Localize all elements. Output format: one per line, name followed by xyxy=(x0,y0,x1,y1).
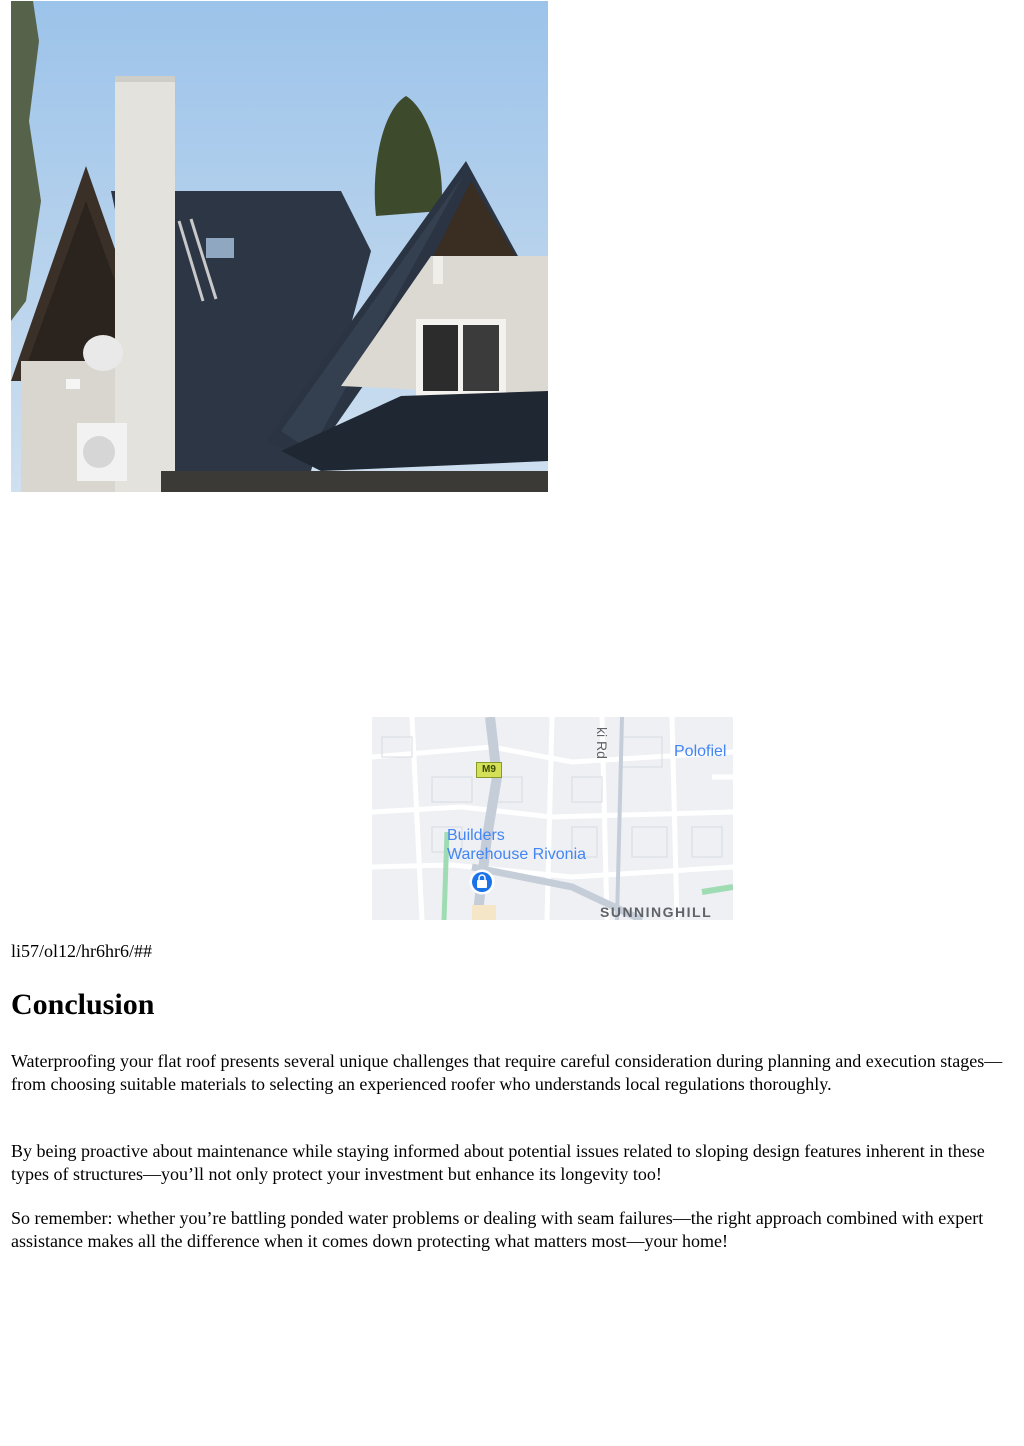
area-label-top-right: Polofiel xyxy=(674,743,727,760)
conclusion-paragraph-3: So remember: whether you’re battling ponded water problems or dealing with seam failures—the right approach combined with expert assistance makes all the difference when it comes down protecting what matters most—your home! xyxy=(11,1208,984,1251)
conclusion-heading: Conclusion xyxy=(11,988,155,1021)
road-name-label: ki Rd xyxy=(594,727,610,759)
conclusion-paragraph-1: Waterproofing your flat roof presents several unique challenges that require careful consideration during planning and execution stages—from choosing suitable materials to selecting an experienced roofer who understands local regulations thoroughly. xyxy=(11,1051,1003,1094)
road-badge: M9 xyxy=(476,762,502,778)
place-label-line1[interactable]: Builders xyxy=(447,827,505,844)
house-roof-photo xyxy=(11,1,548,492)
conclusion-paragraph-2: By being proactive about maintenance while staying informed about potential issues related to sloping design features inherent in these types of structures—you’ll not only protect your investment but enhance its longevity too! xyxy=(11,1141,985,1184)
place-label-line2[interactable]: Warehouse Rivonia xyxy=(447,846,587,863)
code-line: li57/ol12/hr6hr6/## xyxy=(11,941,152,961)
suburb-label: SUNNINGHILL xyxy=(600,904,713,920)
shopping-bag-icon[interactable] xyxy=(469,869,495,895)
location-map[interactable] xyxy=(372,717,733,920)
